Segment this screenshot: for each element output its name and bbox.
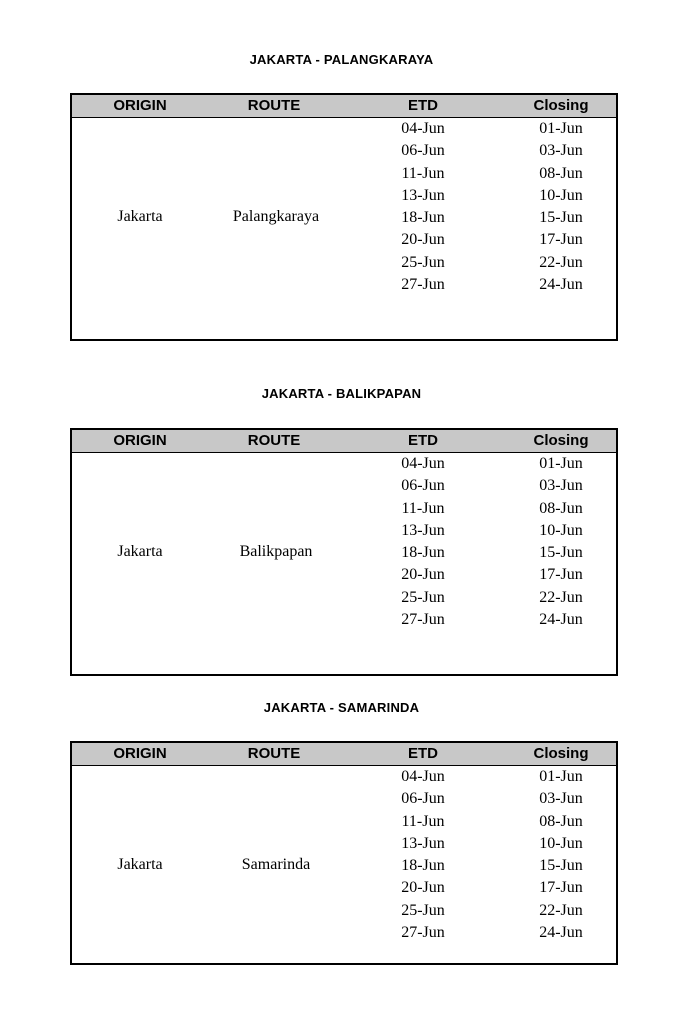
etd-date: 25-Jun — [401, 588, 445, 606]
closing-date: 17-Jun — [539, 566, 583, 584]
closing-column — [501, 118, 621, 296]
closing-date: 01-Jun — [539, 768, 583, 785]
etd-date: 18-Jun — [401, 857, 445, 875]
route-cell: Palangkaraya — [232, 208, 320, 225]
closing-column — [501, 766, 621, 944]
header-etd: ETD — [408, 745, 438, 762]
closing-date: 15-Jun — [539, 209, 583, 227]
closing-date: 03-Jun — [539, 790, 583, 808]
etd-date: 20-Jun — [401, 879, 445, 897]
table-body — [72, 453, 616, 673]
header-route: ROUTE — [247, 745, 301, 762]
etd-column — [363, 453, 483, 631]
table-header — [72, 430, 616, 453]
schedule-table-palangkaraya — [70, 93, 618, 341]
closing-date: 22-Jun — [539, 901, 583, 919]
header-closing: Closing — [533, 745, 589, 762]
origin-cell: Jakarta — [117, 856, 163, 873]
etd-date: 25-Jun — [401, 901, 445, 919]
etd-date: 13-Jun — [401, 186, 445, 204]
table-header — [72, 95, 616, 118]
closing-date: 22-Jun — [539, 253, 583, 271]
closing-column — [501, 453, 621, 631]
closing-date: 03-Jun — [539, 477, 583, 495]
etd-date: 11-Jun — [401, 499, 445, 517]
closing-date: 22-Jun — [539, 588, 583, 606]
closing-date: 08-Jun — [539, 812, 583, 830]
etd-date: 27-Jun — [401, 924, 445, 942]
etd-date: 04-Jun — [401, 455, 445, 472]
closing-date: 08-Jun — [539, 164, 583, 182]
etd-column — [363, 118, 483, 296]
route-cell: Samarinda — [241, 856, 311, 873]
etd-date: 13-Jun — [401, 521, 445, 539]
closing-date: 24-Jun — [539, 276, 583, 294]
header-etd: ETD — [408, 97, 438, 114]
header-route: ROUTE — [247, 432, 301, 449]
etd-date: 18-Jun — [401, 544, 445, 562]
table-body — [72, 766, 616, 962]
section-title-balikpapan: JAKARTA - BALIKPAPAN — [261, 386, 422, 401]
schedule-table-samarinda — [70, 741, 618, 965]
route-cell: Balikpapan — [239, 543, 313, 560]
closing-date: 10-Jun — [539, 186, 583, 204]
etd-date: 06-Jun — [401, 142, 445, 160]
origin-cell: Jakarta — [117, 543, 163, 560]
closing-date: 10-Jun — [539, 834, 583, 852]
etd-date: 06-Jun — [401, 477, 445, 495]
table-body — [72, 118, 616, 338]
header-origin: ORIGIN — [113, 97, 167, 114]
section-title-palangkaraya: JAKARTA - PALANGKARAYA — [249, 52, 434, 67]
table-header — [72, 743, 616, 766]
closing-date: 01-Jun — [539, 455, 583, 472]
etd-date: 06-Jun — [401, 790, 445, 808]
etd-date: 27-Jun — [401, 276, 445, 294]
closing-date: 03-Jun — [539, 142, 583, 160]
closing-date: 17-Jun — [539, 879, 583, 897]
header-route: ROUTE — [247, 97, 301, 114]
etd-date: 04-Jun — [401, 120, 445, 137]
closing-date: 08-Jun — [539, 499, 583, 517]
closing-date: 15-Jun — [539, 544, 583, 562]
origin-cell: Jakarta — [117, 208, 163, 225]
etd-date: 18-Jun — [401, 209, 445, 227]
section-title-samarinda: JAKARTA - SAMARINDA — [263, 700, 420, 715]
etd-date: 27-Jun — [401, 611, 445, 629]
etd-column — [363, 766, 483, 944]
etd-date: 25-Jun — [401, 253, 445, 271]
closing-date: 10-Jun — [539, 521, 583, 539]
header-closing: Closing — [533, 97, 589, 114]
closing-date: 15-Jun — [539, 857, 583, 875]
etd-date: 11-Jun — [401, 164, 445, 182]
schedule-table-balikpapan — [70, 428, 618, 676]
etd-date: 20-Jun — [401, 566, 445, 584]
etd-date: 20-Jun — [401, 231, 445, 249]
header-closing: Closing — [533, 432, 589, 449]
header-origin: ORIGIN — [113, 745, 167, 762]
etd-date: 11-Jun — [401, 812, 445, 830]
closing-date: 24-Jun — [539, 924, 583, 942]
etd-date: 13-Jun — [401, 834, 445, 852]
header-origin: ORIGIN — [113, 432, 167, 449]
closing-date: 01-Jun — [539, 120, 583, 137]
header-etd: ETD — [408, 432, 438, 449]
closing-date: 17-Jun — [539, 231, 583, 249]
etd-date: 04-Jun — [401, 768, 445, 785]
closing-date: 24-Jun — [539, 611, 583, 629]
